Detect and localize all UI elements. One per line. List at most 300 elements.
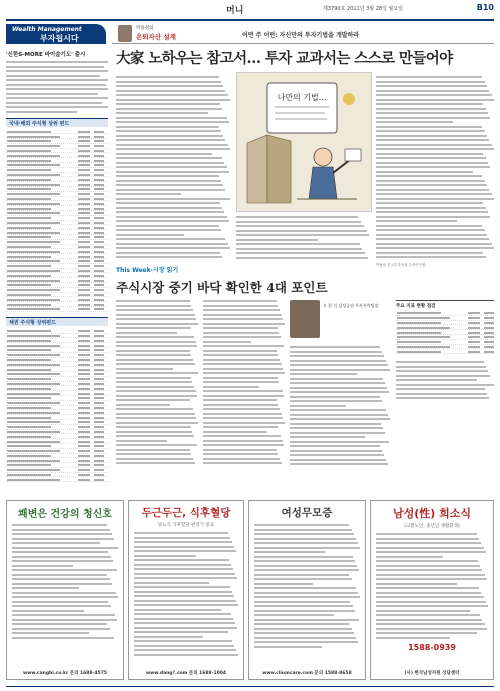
text-line	[236, 221, 361, 223]
author-photo	[118, 25, 132, 42]
text-line	[236, 257, 368, 259]
text-line	[12, 601, 108, 603]
text-line	[134, 631, 228, 633]
text-line	[376, 211, 488, 213]
text-line	[376, 126, 482, 128]
text-line	[376, 234, 487, 236]
text-line	[396, 366, 486, 368]
text-line	[254, 578, 352, 580]
text-line	[116, 422, 198, 424]
text-line	[116, 314, 195, 316]
table-row	[396, 349, 494, 354]
ad-title: 두근두근, 식후혈당	[141, 507, 231, 519]
text-line	[134, 604, 238, 606]
section-brand: 머니	[226, 6, 244, 16]
text-line	[290, 450, 382, 452]
text-line	[396, 388, 485, 390]
text-line	[116, 309, 193, 311]
text-line	[203, 341, 251, 343]
text-line	[12, 583, 112, 585]
text-line	[116, 417, 196, 419]
text-line	[134, 649, 236, 651]
text-line	[254, 538, 356, 540]
text-line	[203, 359, 280, 361]
ad-title: 남성(性) 희소식	[392, 507, 471, 520]
text-line	[376, 542, 481, 544]
text-line	[376, 189, 489, 191]
indicator-box	[396, 300, 494, 400]
text-line	[116, 108, 222, 110]
text-line	[203, 318, 283, 320]
article-credit: 박용성 한국투자증권 수석연구원	[376, 263, 426, 267]
ad-body	[12, 524, 118, 639]
text-line	[116, 404, 170, 406]
text-line	[290, 364, 388, 366]
text-line	[12, 614, 115, 616]
intro-heading: '신한S-MORE 바이슬기도' 출시	[6, 52, 86, 58]
ad-title: 쾌변은 건강의 청신호	[18, 509, 112, 520]
text-line	[116, 359, 193, 361]
text-line	[376, 175, 482, 177]
fund-table	[6, 130, 108, 312]
text-line	[290, 400, 382, 402]
text-line	[116, 166, 227, 168]
text-line	[290, 396, 380, 398]
text-line	[290, 418, 390, 420]
this-week-tag: This Week·시장 읽기	[116, 267, 179, 274]
text-line	[12, 569, 117, 571]
table-row	[6, 477, 108, 482]
text-line	[12, 529, 110, 531]
text-line	[376, 225, 482, 227]
page-number: B10	[476, 3, 494, 12]
text-line	[134, 573, 235, 575]
illustration-graphic	[237, 73, 372, 212]
text-line	[134, 600, 236, 602]
text-line	[376, 569, 482, 571]
text-line	[12, 587, 79, 589]
text-line	[376, 601, 486, 603]
text-line	[116, 431, 192, 433]
text-line	[203, 372, 285, 374]
text-line	[116, 386, 194, 388]
text-line	[290, 378, 383, 380]
text-line	[376, 560, 478, 562]
text-line	[134, 559, 229, 561]
ad-subtitle: 당뇨식 식후혈당 관리가 중요	[157, 523, 215, 528]
text-line	[254, 529, 352, 531]
text-line	[116, 300, 190, 302]
text-line	[116, 252, 220, 254]
text-line	[203, 417, 283, 419]
text-line	[12, 619, 117, 621]
text-line	[254, 601, 350, 603]
text-line	[116, 458, 193, 460]
text-line	[203, 413, 282, 415]
text-line	[116, 444, 197, 446]
logo-korean: 부자됩시다	[40, 34, 79, 43]
text-line	[203, 408, 280, 410]
text-line	[376, 547, 484, 549]
text-line	[290, 355, 384, 357]
this-week-headline: 주식시장 중기 바닥 확인한 4대 포인트	[116, 280, 328, 295]
text-line	[116, 413, 195, 415]
intro-text	[6, 61, 108, 113]
text-line	[254, 623, 349, 625]
text-line	[116, 336, 194, 338]
text-line	[376, 157, 486, 159]
text-line	[134, 541, 232, 543]
ad-body	[254, 524, 360, 648]
text-line	[254, 614, 334, 616]
article-column-3	[236, 216, 372, 262]
text-line	[376, 252, 483, 254]
text-line	[376, 610, 470, 612]
page-header	[0, 0, 500, 22]
text-line	[236, 239, 318, 241]
text-line	[203, 327, 278, 329]
text-line	[116, 162, 224, 164]
text-line	[12, 574, 107, 576]
text-line	[116, 211, 224, 213]
text-line	[254, 569, 359, 571]
text-line	[134, 555, 196, 557]
ad-constipation[interactable]	[6, 500, 124, 680]
text-line	[376, 103, 483, 105]
text-line	[116, 135, 223, 137]
text-line	[290, 454, 384, 456]
text-line	[12, 538, 114, 540]
text-line	[376, 108, 486, 110]
ad-title: 여성무모증	[281, 507, 333, 519]
text-line	[12, 632, 89, 634]
text-line	[134, 532, 228, 534]
text-line	[376, 533, 477, 535]
text-line	[134, 537, 230, 539]
ad-hair-loss[interactable]	[248, 500, 366, 680]
text-line	[290, 445, 380, 447]
text-line	[134, 568, 233, 570]
text-line	[376, 171, 473, 173]
text-line	[376, 166, 490, 168]
text-line	[12, 596, 118, 598]
text-line	[116, 390, 196, 392]
text-line	[376, 256, 486, 258]
text-line	[203, 354, 278, 356]
ad-phone[interactable]: 1588-0939	[408, 642, 456, 652]
text-line	[116, 180, 221, 182]
text-line	[116, 126, 219, 128]
text-line	[290, 432, 385, 434]
text-line	[116, 462, 195, 464]
text-line	[116, 372, 198, 374]
text-line	[116, 121, 229, 123]
text-line	[254, 565, 357, 567]
text-line	[396, 384, 494, 386]
text-line	[376, 184, 487, 186]
text-line	[376, 117, 490, 119]
text-line	[116, 175, 219, 177]
text-line	[254, 587, 356, 589]
text-line	[376, 238, 489, 240]
text-line	[290, 382, 385, 384]
ad-contact[interactable]: www.cangbi.co.kr 문의 1688-4575	[23, 671, 107, 676]
text-line	[290, 351, 382, 353]
text-line	[376, 139, 489, 141]
text-line	[376, 229, 485, 231]
text-line	[116, 327, 191, 329]
text-line	[116, 171, 229, 173]
text-line	[396, 379, 477, 381]
text-line	[116, 449, 190, 451]
text-line	[376, 637, 450, 639]
text-line	[254, 637, 356, 639]
text-line	[254, 610, 355, 612]
ad-body	[134, 532, 238, 656]
text-line	[376, 121, 453, 123]
text-line	[376, 99, 494, 101]
text-line	[134, 577, 237, 579]
ad-body	[376, 533, 488, 639]
text-line	[116, 368, 173, 370]
header-rule	[6, 19, 494, 21]
text-line	[254, 583, 313, 585]
text-line	[203, 368, 283, 370]
text-line	[203, 440, 283, 442]
text-line	[116, 305, 191, 307]
text-line	[254, 646, 322, 648]
indicator-table	[396, 311, 494, 354]
text-line	[203, 332, 279, 334]
text-line	[12, 533, 112, 535]
feature-header	[112, 24, 494, 44]
text-line	[203, 431, 267, 433]
text-line	[134, 591, 232, 593]
text-line	[116, 363, 195, 365]
text-line	[290, 459, 386, 461]
text-line	[376, 153, 483, 155]
text-line	[12, 628, 110, 630]
text-line	[254, 596, 360, 598]
text-line	[203, 435, 281, 437]
article-illustration	[236, 72, 372, 212]
text-line	[116, 399, 190, 401]
text-line	[134, 582, 209, 584]
text-line	[116, 130, 221, 132]
text-line	[134, 609, 221, 611]
text-line	[290, 373, 357, 375]
article-column-1	[116, 76, 230, 262]
text-line	[203, 350, 277, 352]
this-week-column-2	[203, 300, 285, 470]
text-line	[376, 135, 487, 137]
text-line	[203, 426, 278, 428]
text-line	[376, 76, 482, 78]
text-line	[396, 397, 489, 399]
text-line	[12, 560, 113, 562]
text-line	[116, 220, 229, 222]
text-line	[116, 157, 222, 159]
text-line	[12, 605, 111, 607]
text-line	[376, 574, 485, 576]
text-line	[376, 148, 494, 150]
text-line	[254, 628, 352, 630]
text-line	[12, 623, 107, 625]
text-line	[254, 605, 353, 607]
article-column-2	[376, 76, 494, 262]
text-line	[116, 435, 194, 437]
text-line	[134, 546, 234, 548]
text-line	[116, 354, 191, 356]
text-line	[376, 623, 485, 625]
text-line	[236, 234, 369, 236]
text-line	[134, 654, 238, 656]
text-line	[116, 238, 225, 240]
text-line	[203, 309, 280, 311]
text-line	[116, 117, 227, 119]
text-line	[116, 247, 230, 249]
text-line	[376, 216, 490, 218]
text-line	[203, 395, 284, 397]
text-line	[376, 243, 492, 245]
text-line	[290, 463, 388, 465]
text-line	[12, 524, 107, 526]
text-line	[12, 578, 110, 580]
wealth-management-logo	[6, 24, 106, 44]
text-line	[116, 243, 228, 245]
text-line	[376, 565, 480, 567]
text-line	[203, 323, 285, 325]
text-line	[203, 300, 277, 302]
text-line	[116, 198, 230, 200]
text-line	[116, 440, 167, 442]
text-line	[116, 184, 223, 186]
text-line	[116, 85, 223, 87]
text-line	[203, 381, 279, 383]
text-line	[376, 112, 488, 114]
main-headline: 大家 노하우는 참고서… 투자 교과서는 스스로 만들어야	[116, 50, 453, 67]
text-line	[290, 387, 387, 389]
text-line	[116, 139, 225, 141]
this-week-column-1	[116, 300, 198, 470]
text-line	[376, 619, 482, 621]
text-line	[376, 628, 487, 630]
text-line	[376, 247, 494, 249]
text-line	[134, 618, 233, 620]
text-line	[376, 130, 485, 132]
text-line	[290, 360, 386, 362]
text-line	[116, 395, 197, 397]
text-line	[254, 547, 360, 549]
text-line	[376, 551, 486, 553]
text-line	[116, 216, 227, 218]
text-line	[116, 381, 192, 383]
text-line	[116, 426, 191, 428]
text-line	[203, 345, 284, 347]
text-line	[376, 198, 494, 200]
bond-fund-table	[6, 329, 108, 483]
text-line	[376, 202, 483, 204]
text-line	[376, 94, 492, 96]
text-line	[116, 234, 184, 236]
text-line	[134, 645, 234, 647]
text-line	[116, 99, 230, 101]
text-line	[376, 193, 492, 195]
text-line	[134, 613, 231, 615]
text-line	[12, 637, 114, 639]
text-line	[116, 318, 196, 320]
text-line	[290, 346, 380, 348]
text-line	[203, 390, 283, 392]
columnist-photo	[290, 300, 320, 338]
text-line	[134, 550, 236, 552]
columnist-byline: 오 현 석 삼성증권 투자전략팀장	[323, 303, 379, 308]
text-line	[116, 76, 219, 78]
text-line	[254, 533, 354, 535]
text-line	[12, 547, 118, 549]
text-line	[134, 595, 234, 597]
text-line	[203, 422, 285, 424]
text-line	[254, 560, 355, 562]
text-line	[254, 542, 358, 544]
text-line	[203, 377, 278, 379]
text-line	[376, 614, 480, 616]
text-line	[116, 229, 221, 231]
left-column	[6, 48, 108, 496]
text-line	[203, 458, 280, 460]
text-line	[12, 565, 73, 567]
ad-blood-sugar[interactable]	[128, 500, 244, 680]
text-line	[290, 405, 346, 407]
text-line	[376, 144, 492, 146]
text-line	[116, 193, 181, 195]
text-line	[116, 103, 220, 105]
text-line	[203, 386, 259, 388]
text-line	[116, 256, 222, 258]
text-line	[134, 640, 232, 642]
text-line	[203, 462, 282, 464]
text-line	[236, 243, 360, 245]
ad-contact[interactable]: www.cliumcare.com 문의 1588-8658	[262, 671, 352, 676]
text-line	[376, 180, 485, 182]
text-line	[254, 524, 349, 526]
text-line	[396, 393, 487, 395]
text-line	[116, 377, 191, 379]
text-line	[376, 162, 488, 164]
text-line	[376, 90, 489, 92]
text-line	[116, 207, 222, 209]
text-line	[376, 632, 477, 634]
text-line	[376, 220, 457, 222]
text-line	[254, 632, 354, 634]
illustration-caption: 나만의 기법...	[277, 93, 327, 102]
text-line	[116, 408, 193, 410]
this-week-column-3	[290, 346, 390, 470]
text-line	[236, 248, 362, 250]
text-line	[396, 361, 484, 363]
text-line	[12, 551, 108, 553]
text-line	[376, 596, 484, 598]
text-line	[376, 592, 481, 594]
author-name: 박용성의	[136, 26, 154, 31]
ad-mens-health[interactable]	[370, 500, 494, 680]
bottom-rule	[6, 686, 494, 687]
text-line	[116, 341, 196, 343]
column-teaser: 어떤 주 어떤: 자신만의 투자기법을 개발하라	[242, 32, 360, 39]
ad-contact[interactable]: www.dang?.com 문의 1688-1004	[145, 671, 227, 676]
text-line	[116, 148, 230, 150]
text-line	[396, 375, 490, 377]
